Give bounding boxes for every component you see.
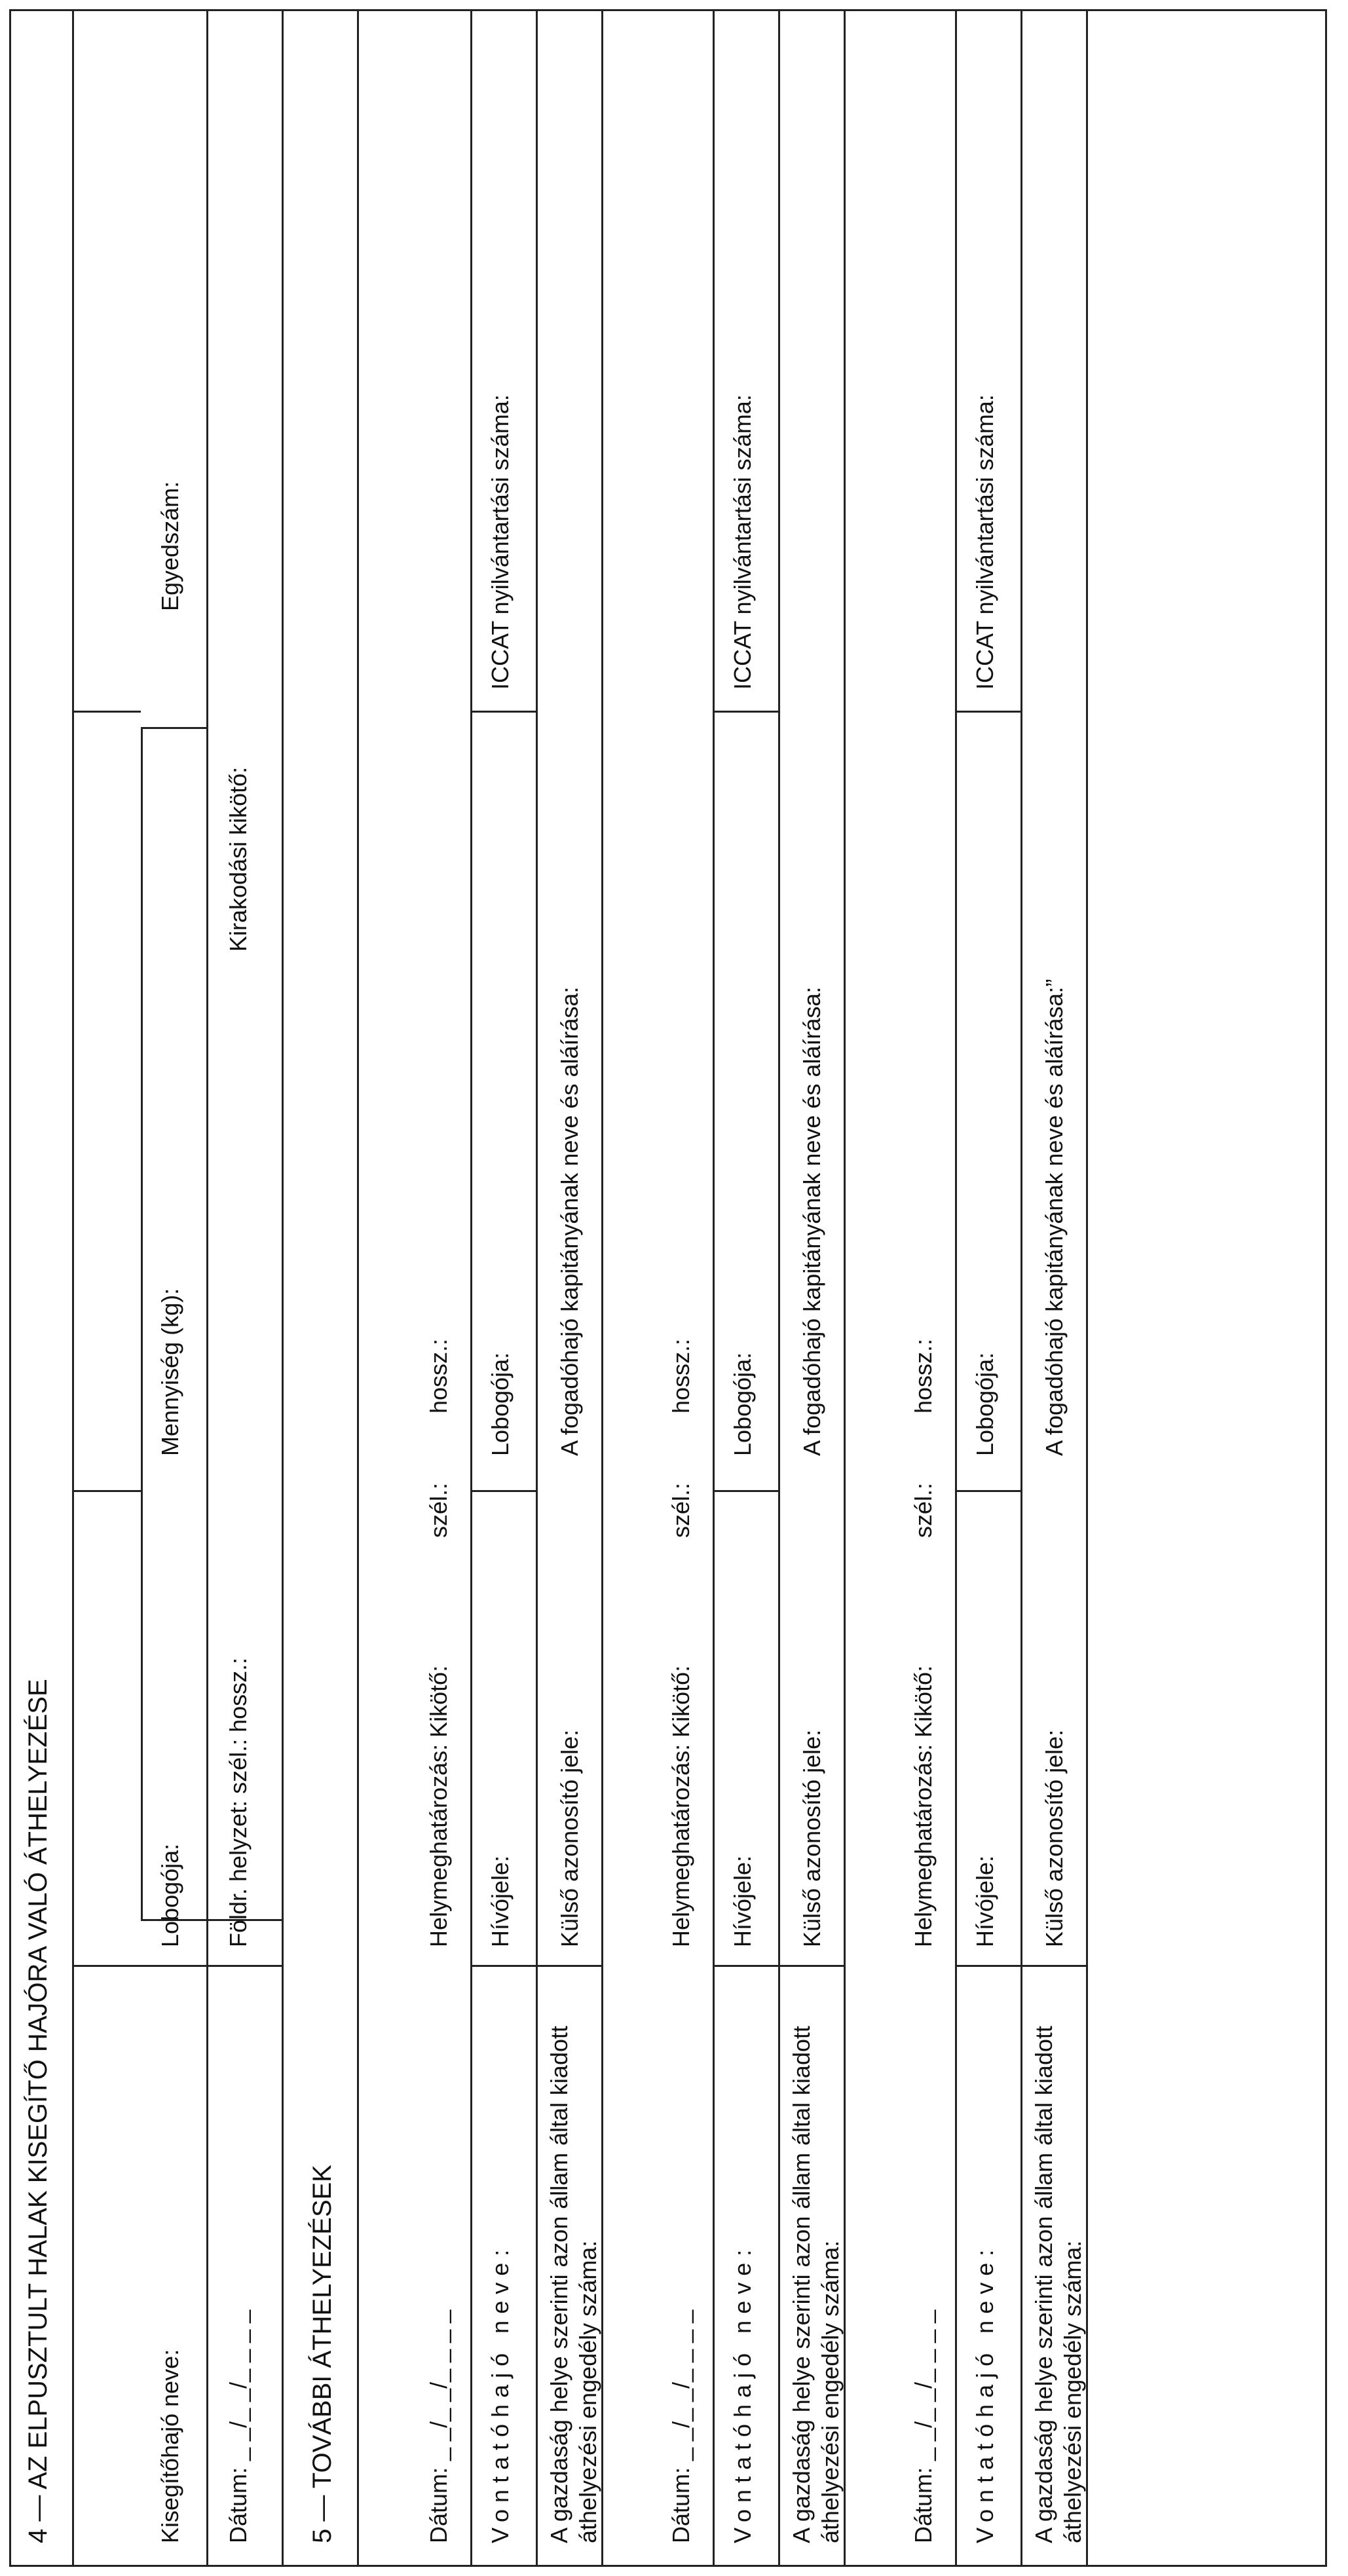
longitude-label: hossz.:: [425, 1338, 452, 1413]
captain-signature-label: A fogadóhajó kapitányának neve és aláírása:”: [1041, 979, 1068, 1456]
quantity-label: Mennyiség (kg):: [157, 1288, 183, 1456]
iccat-number-label: ICCAT nyilvántartási száma:: [971, 394, 998, 690]
date-label: Dátum: _ _/_ _/_ _ _ _: [425, 2309, 452, 2543]
call-sign-label: Hívójele:: [487, 1855, 514, 1947]
divider: [72, 1490, 141, 1492]
divider: [72, 9, 74, 2567]
divider: [778, 9, 780, 2567]
divider: [206, 9, 208, 2567]
count-label: Egyedszám:: [157, 481, 183, 611]
divider: [470, 1490, 536, 1492]
divider: [141, 729, 143, 1921]
divider: [601, 9, 603, 2567]
flag-label: Lobogója:: [729, 1352, 756, 1456]
divider: [955, 711, 1020, 713]
tug-name-label: Vontatóhajó neve:: [487, 2243, 514, 2543]
transfer-permit-label: A gazdaság helye szerinti azon állam által kiadott áthelyezési engedély száma:: [546, 2026, 601, 2543]
section-4-title: 4 — AZ ELPUSZTULT HALAK KISEGÍTŐ HAJÓRA VALÓ ÁTHELYEZÉSE: [24, 1679, 52, 2543]
divider: [1020, 9, 1022, 2567]
captain-signature-label: A fogadóhajó kapitányának neve és aláírása:: [556, 986, 583, 1456]
location-label: Helymeghatározás: Kikötő:: [910, 1665, 937, 1947]
latitude-label: szél.:: [667, 1482, 694, 1538]
external-marking-label: Külső azonosító jele:: [1041, 1729, 1068, 1947]
date-label: Dátum: _ _/_ _/_ _ _ _: [225, 2309, 252, 2543]
transfer-permit-label: A gazdaság helye szerinti azon állam által kiadott áthelyezési engedély száma:: [1030, 2026, 1086, 2543]
tug-name-label: Vontatóhajó neve:: [971, 2243, 998, 2543]
divider: [470, 9, 472, 2567]
longitude-label: hossz.:: [667, 1338, 694, 1413]
divider: [72, 1965, 282, 1967]
section-5-title: 5 — TOVÁBBI ÁTHELYEZÉSEK: [308, 2165, 337, 2543]
latitude-label: szél.:: [425, 1482, 452, 1538]
longitude-label: hossz.:: [910, 1338, 937, 1413]
divider: [357, 9, 359, 2567]
divider: [713, 9, 715, 2567]
divider: [713, 711, 778, 713]
flag-label: Lobogója:: [487, 1352, 514, 1456]
date-label: Dátum: _ _/_ _/_ _ _ _: [667, 2309, 694, 2543]
flag-label: Lobogója:: [971, 1352, 998, 1456]
external-marking-label: Külső azonosító jele:: [556, 1729, 583, 1947]
location-label: Helymeghatározás: Kikötő:: [425, 1665, 452, 1947]
unloading-port-label: Kirakodási kikötő:: [225, 766, 252, 952]
divider: [470, 711, 536, 713]
tug-name-label: Vontatóhajó neve:: [729, 2243, 756, 2543]
iccat-number-label: ICCAT nyilvántartási száma:: [487, 394, 514, 690]
divider: [536, 9, 538, 2567]
captain-signature-label: A fogadóhajó kapitányának neve és aláírása:: [798, 986, 825, 1456]
date-label: Dátum: _ _/_ _/_ _ _ _: [910, 2309, 937, 2543]
support-vessel-name-label: Kisegítőhajó neve:: [157, 2349, 183, 2543]
divider: [955, 1490, 1020, 1492]
divider: [72, 711, 141, 713]
divider: [844, 9, 846, 2567]
divider: [1086, 9, 1088, 2567]
flag-label: Lobogója:: [157, 1843, 183, 1947]
latitude-label: szél.:: [910, 1482, 937, 1538]
call-sign-label: Hívójele:: [971, 1855, 998, 1947]
iccat-number-label: ICCAT nyilvántartási száma:: [729, 394, 756, 690]
transfer-permit-label: A gazdaság helye szerinti azon állam által kiadott áthelyezési engedély száma:: [788, 2026, 844, 2543]
location-label: Helymeghatározás: Kikötő:: [667, 1665, 694, 1947]
position-label: Földr. helyzet: szél.: hossz.:: [225, 1657, 252, 1947]
external-marking-label: Külső azonosító jele:: [798, 1729, 825, 1947]
call-sign-label: Hívójele:: [729, 1855, 756, 1947]
divider: [713, 1490, 778, 1492]
divider: [141, 727, 206, 729]
divider: [282, 9, 284, 2567]
divider: [955, 9, 957, 2567]
